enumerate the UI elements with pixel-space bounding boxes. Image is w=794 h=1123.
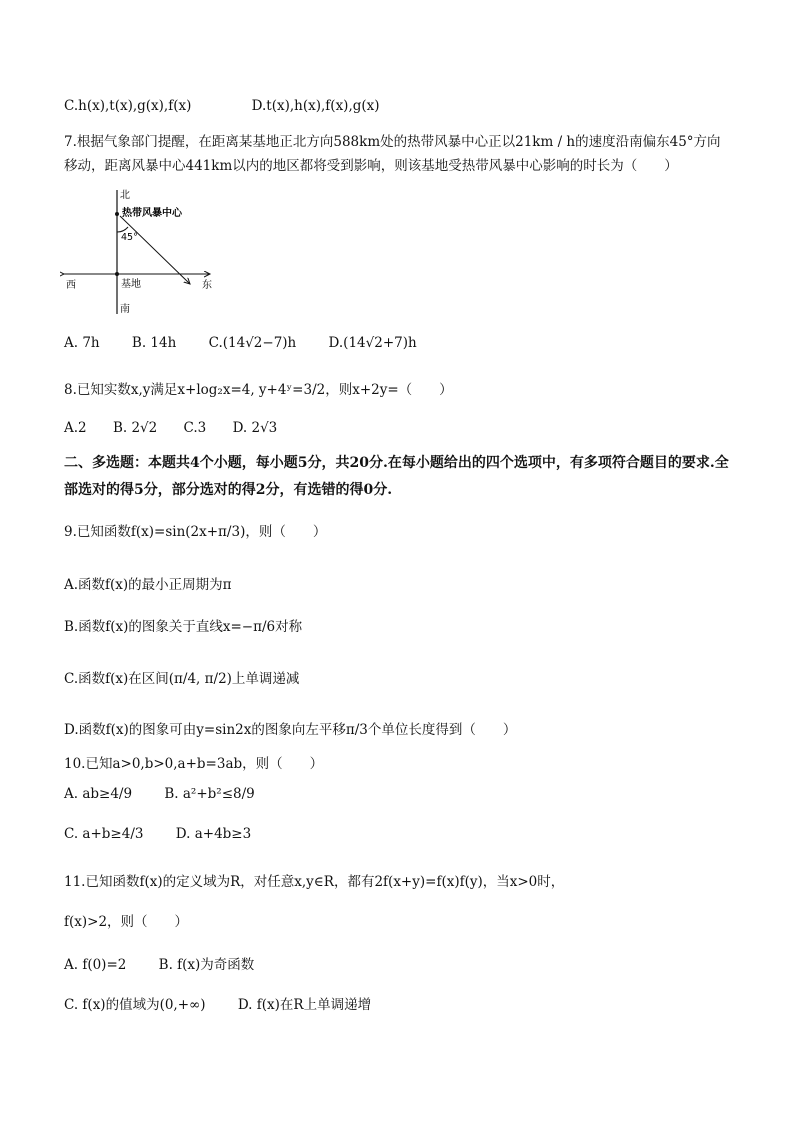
label-north: 北: [120, 190, 130, 201]
q9-option-a: A.函数f(x)的最小正周期为π: [64, 577, 232, 593]
q11-options-ab: [64, 953, 254, 973]
q8-option-c: C.3: [183, 420, 207, 436]
q11-option-a: A. f(0)=2: [64, 957, 127, 973]
label-west: 西: [66, 280, 76, 291]
q7-stem: 7.根据气象部门提醒，在距离某基地正北方向588km处的热带风暴中心正以21km / h的速度沿南偏东45°方向移动，距离风暴中心441km以内的地区都将受到影响，则该基地受热带风暴中心影响的时长为（ ）: [64, 134, 721, 174]
q7-diagram: [60, 186, 220, 318]
label-angle: 45°: [121, 232, 138, 243]
label-east: 东: [202, 280, 212, 291]
q9-option-b: B.函数f(x)的图象关于直线x=−π/6对称: [64, 619, 303, 635]
q10-options-ab: [64, 786, 255, 802]
q8-options: [64, 420, 277, 436]
q11-options-cd: [64, 993, 371, 1013]
q11-option-d: D. f(x)在R上单调递增: [237, 997, 372, 1013]
q10-options-cd: [64, 826, 251, 842]
section2-header: 二、多选题：本题共4个小题，每小题5分，共20分.在每小题给出的四个选项中，有多项符合题目的要求.全部选对的得5分，部分选对的得2分，有选错的得0分.: [64, 455, 729, 498]
q7-option-a: A. 7h: [64, 335, 100, 351]
q7-option-d: D.(14√2+7)h: [328, 335, 417, 351]
q9-option-c: C.函数f(x)在区间(π/4, π/2)上单调递减: [64, 671, 300, 687]
q8-option-b: B. 2√2: [112, 420, 158, 436]
label-storm-center: 热带风暴中心: [122, 208, 182, 219]
q7-option-c: C.(14√2−7)h: [208, 335, 297, 351]
q10-option-a: A. ab≥4/9: [64, 786, 133, 802]
q7-options: [64, 335, 417, 351]
q11-stem-line2: f(x)>2，则（ ）: [64, 914, 189, 930]
label-base: 基地: [121, 279, 141, 290]
q6-option-c: C.h(x),t(x),g(x),f(x): [64, 98, 192, 114]
q8-option-a: A.2: [64, 420, 87, 436]
q10-option-d: D. a+4b≥3: [175, 826, 252, 842]
q6-options: [64, 98, 380, 114]
q7-option-b: B. 14h: [131, 335, 177, 351]
q8-stem: 8.已知实数x,y满足x+log₂x=4, y+4ʸ=3/2，则x+2y=（ ）: [64, 382, 453, 398]
q9-option-d: D.函数f(x)的图象可由y=sin2x的图象向左平移π/3个单位长度得到（ ）: [64, 722, 517, 738]
q6-option-d: D.t(x),h(x),f(x),g(x): [251, 98, 380, 114]
base-dot: [115, 272, 119, 276]
q10-stem: 10.已知a>0,b>0,a+b=3ab，则（ ）: [64, 756, 324, 772]
q8-option-d: D. 2√3: [232, 420, 278, 436]
q9-stem: 9.已知函数f(x)=sin(2x+π/3)，则（ ）: [64, 524, 327, 540]
q11-stem-line1: 11.已知函数f(x)的定义域为R，对任意x,y∈R，都有2f(x+y)=f(x)f(y)，当x>0时，: [64, 874, 565, 890]
storm-center-dot: [115, 212, 119, 216]
label-south: 南: [120, 304, 130, 315]
q10-option-b: B. a²+b²≤8/9: [164, 786, 255, 802]
q11-option-b: B. f(x)为奇函数: [158, 957, 255, 973]
q10-option-c: C. a+b≥4/3: [64, 826, 144, 842]
q11-option-c: C. f(x)的值域为(0,+∞): [64, 997, 206, 1013]
